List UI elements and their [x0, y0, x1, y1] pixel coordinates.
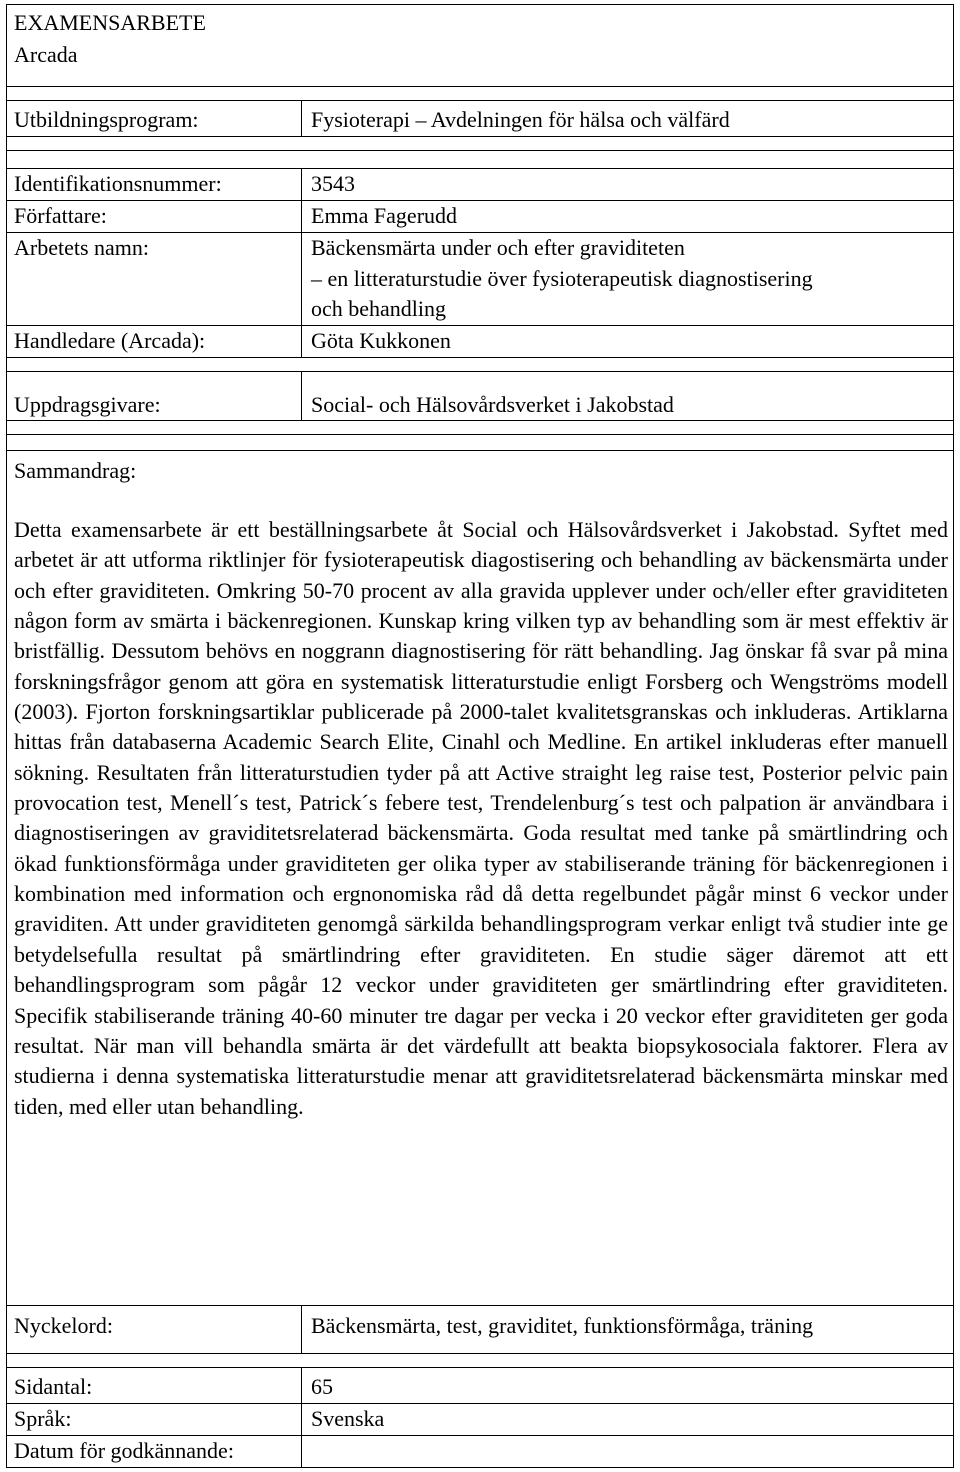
rule: [6, 136, 954, 137]
rule: [6, 434, 954, 435]
rule: [6, 371, 954, 372]
column-divider: [301, 168, 302, 357]
rule: [6, 357, 954, 358]
column-divider: [301, 100, 302, 136]
rule: [6, 1353, 954, 1354]
document-type: EXAMENSARBETE: [14, 10, 206, 35]
supervisor-value: Göta Kukkonen: [311, 328, 451, 353]
keywords-label: Nyckelord:: [14, 1313, 113, 1338]
rule: [6, 232, 954, 233]
id-value: 3543: [311, 171, 355, 196]
rule: [6, 100, 954, 101]
summary-label: Sammandrag:: [14, 458, 137, 483]
summary-text: Detta examensarbete är ett beställningsarbete åt Social och Hälsovårdsverket i Jakobstad. Syftet med arbetet är att utforma riktlinjer för fysioterapeutisk diagostisering och behandling av bäckensmärta under och efter graviditeten. Omkring 50-70 procent av alla gravida upplever under och/eller efter graviditeten någon form av smärta i bäckenregionen. Kunskap kring vilken typ av behandling som är mest effektiv är bristfällig. Dessutom behövs en noggrann diagnostisering för rätt behandling. Jag önskar få svar på mina forskningsfrågor genom att göra en systematisk litteraturstudie enligt Forsberg och Wengströms modell (2003). Fjorton forskningsartiklar publicerade på 2000-talet kvalitetsgranskas och inkluderas. Artiklarna hittas från databaserna Academic Search Elite, Cinahl och Medline. En artikel inkluderas efter manuell sökning. Resultaten från litteraturstudien tyder på att Active straight leg raise test, Posterior pelvic pain provocation test, Menell´s test, Patrick´s febere test, Trendelenburg´s test och palpation är användbara i diagnostiseringen av graviditetsrelaterad bäckensmärta. Goda resultat med tanke på smärtlindring och ökad funktionsförmåga under graviditeten ger olika typer av stabiliserande träning för bäckenregionen i kombination med information och ergnonomiska råd då detta regelbundet pågår minst 6 veckor under graviditen. Att under graviditeten genomgå särkilda behandlingsprogram verkar enligt två studier inte ge betydelsefulla resultat på smärtlindring efter graviditeten. En studie säger däremot att ett behandlingsprogram som pågår 12 veckor under graviditeten ger smärtlindring efter graviditeten. Specifik stabiliserande träning 40-60 minuter tre dagar per vecka i 20 veckor efter graviditeten ger goda resultat. När man vill behandla smärta är det värdefullt att beakta biopsykosociala faktorer. Flera av studierna i denna systematiska litteraturstudie menar att graviditetsrelaterad bäckensmärta minskar med tiden, med eller utan behandling.: [14, 517, 948, 1119]
rule: [6, 150, 954, 151]
id-label: Identifikationsnummer:: [14, 171, 222, 196]
rule: [6, 168, 954, 169]
approval-date-label: Datum för godkännande:: [14, 1438, 234, 1463]
rule: [6, 1305, 954, 1306]
rule: [6, 450, 954, 451]
supervisor-label: Handledare (Arcada):: [14, 328, 206, 353]
program-value: Fysioterapi – Avdelningen för hälsa och välfärd: [311, 107, 730, 132]
author-value: Emma Fagerudd: [311, 203, 458, 228]
rule: [6, 200, 954, 201]
rule: [6, 325, 954, 326]
program-label: Utbildningsprogram:: [14, 107, 199, 132]
commissioner-label: Uppdragsgivare:: [14, 392, 161, 417]
rule: [6, 86, 954, 87]
commissioner-value: Social- och Hälsovårdsverket i Jakobstad: [311, 392, 674, 417]
institution: Arcada: [14, 42, 78, 67]
column-divider: [301, 371, 302, 420]
author-label: Författare:: [14, 203, 107, 228]
title-line-3: och behandling: [311, 296, 447, 321]
column-divider: [301, 1367, 302, 1468]
pages-value: 65: [311, 1374, 333, 1399]
column-divider: [301, 1305, 302, 1353]
title-line-1: Bäckensmärta under och efter graviditeten: [311, 235, 685, 260]
language-value: Svenska: [311, 1406, 385, 1431]
title-label: Arbetets namn:: [14, 235, 150, 260]
title-line-2: – en litteraturstudie över fysioterapeutisk diagnostisering: [311, 266, 813, 291]
rule: [6, 1367, 954, 1368]
language-label: Språk:: [14, 1406, 72, 1431]
rule: [6, 1403, 954, 1404]
rule: [6, 420, 954, 421]
pages-label: Sidantal:: [14, 1374, 93, 1399]
rule: [6, 1435, 954, 1436]
keywords-value: Bäckensmärta, test, graviditet, funktionsförmåga, träning: [311, 1313, 814, 1338]
